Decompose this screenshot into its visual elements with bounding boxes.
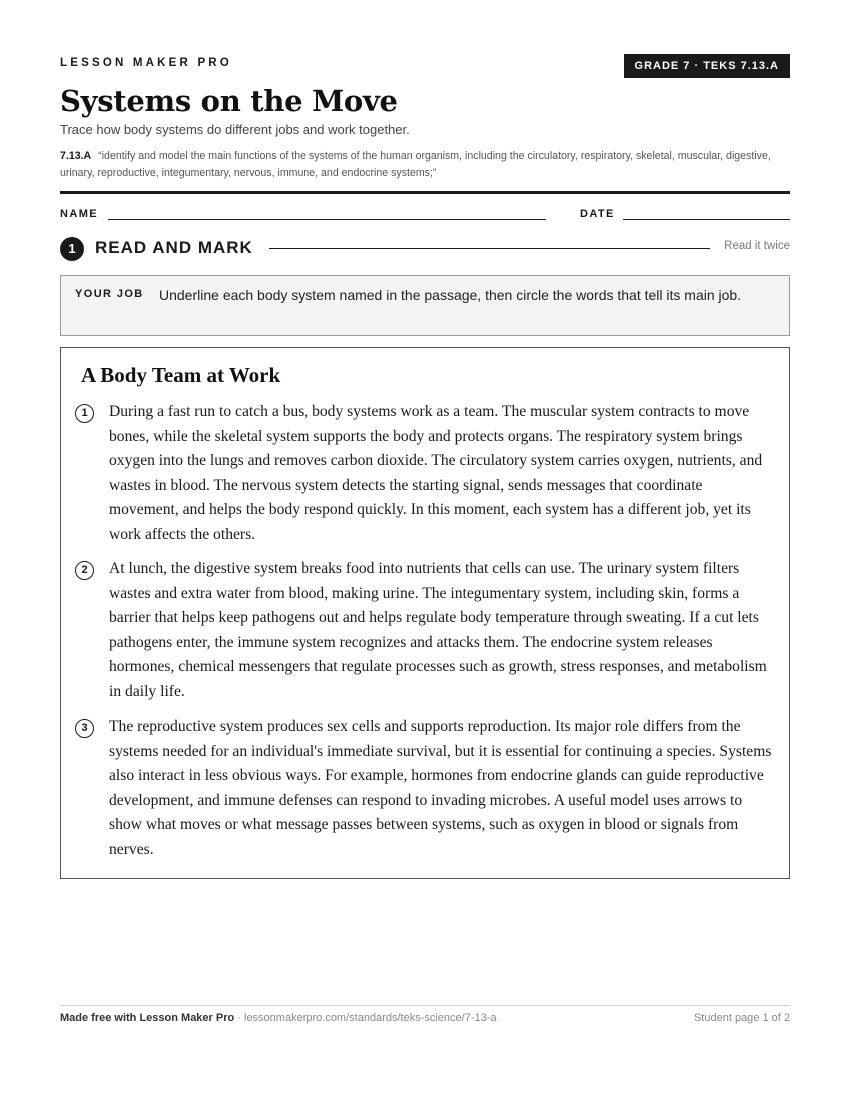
standard-statement xyxy=(60,148,780,181)
section-title: READ AND MARK xyxy=(95,238,253,257)
paragraph-number: 2 xyxy=(75,561,94,580)
grade-badge: GRADE 7 · TEKS 7.13.A xyxy=(624,54,790,78)
page-indicator: Student page 1 of 2 xyxy=(693,1012,790,1024)
standard-text: “identify and model the main functions of the systems of the human organism, including the circulatory, respiratory, skeletal, muscular, digestive, urinary, reproductive, integumentary, nervous, immune, and endocrine systems;” xyxy=(60,150,771,179)
section-number: 1 xyxy=(60,237,84,261)
name-field[interactable] xyxy=(108,219,546,220)
passage-title: A Body Team at Work xyxy=(81,363,281,387)
paragraph-text: During a fast run to catch a bus, body systems work as a team. The muscular system contracts to move bones, while the skeletal system supports the body and protects organs. The respiratory system brings oxygen into the lungs and removes carbon dioxide. The circulatory system carries oxygen, nutrients, and wastes in blood. The nervous system detects the starting signal, sends messages that coordinate movement, and helps the body respond quickly. In this moment, each system has a different job, yet its work affects the others. xyxy=(109,403,763,543)
date-field[interactable] xyxy=(623,219,790,220)
paragraph-number: 3 xyxy=(75,719,94,738)
instructions-text: Underline each body system named in the passage, then circle the words that tell its main job. xyxy=(159,287,742,303)
instructions-label: YOUR JOB xyxy=(75,288,144,300)
name-label: NAME xyxy=(60,208,98,220)
paragraph-text: The reproductive system produces sex cells and supports reproduction. Its major role differs from the systems needed for an individual's immediate survival, but it is essential for continuing a species. Systems also interact in less obvious ways. For example, hormones from endocrine glands can guide reproductive development, and immune defenses can respond to invading microbes. A useful model uses arrows to show what moves or what message passes between systems, such as oxygen in blood or signals from nerves. xyxy=(109,718,772,858)
page-title: Systems on the Move xyxy=(60,84,398,118)
worksheet-page xyxy=(60,0,790,1100)
section-header xyxy=(60,237,790,261)
standard-code: 7.13.A xyxy=(60,150,92,162)
date-label: DATE xyxy=(580,208,615,220)
footer-divider xyxy=(60,1005,790,1006)
section-divider xyxy=(269,248,710,249)
page-subtitle: Trace how body systems do different jobs and work together. xyxy=(60,122,410,137)
reading-passage xyxy=(60,347,790,879)
footer-credit xyxy=(60,1012,497,1024)
instructions-box xyxy=(60,275,790,336)
footer-url[interactable]: lessonmakerpro.com/standards/teks-science/7-13-a xyxy=(244,1012,497,1024)
paragraph-number: 1 xyxy=(75,404,94,423)
brand-name: LESSON MAKER PRO xyxy=(60,57,232,69)
paragraph-text: At lunch, the digestive system breaks food into nutrients that cells can use. The urinary system filters wastes and extra water from blood, making urine. The integumentary system, including skin, forms a barrier that helps keep pathogens out and helps regulate body temperature through sweating. If a cut lets pathogens enter, the immune system recognizes and attacks them. The endocrine system releases hormones, chemical messengers that regulate processes such as growth, stress responses, and metabolism in daily life. xyxy=(109,560,767,700)
footer-separator: · xyxy=(234,1012,244,1024)
footer-made-with: Made free with Lesson Maker Pro xyxy=(60,1012,235,1024)
section-note: Read it twice xyxy=(724,240,790,252)
header-divider xyxy=(60,191,790,194)
